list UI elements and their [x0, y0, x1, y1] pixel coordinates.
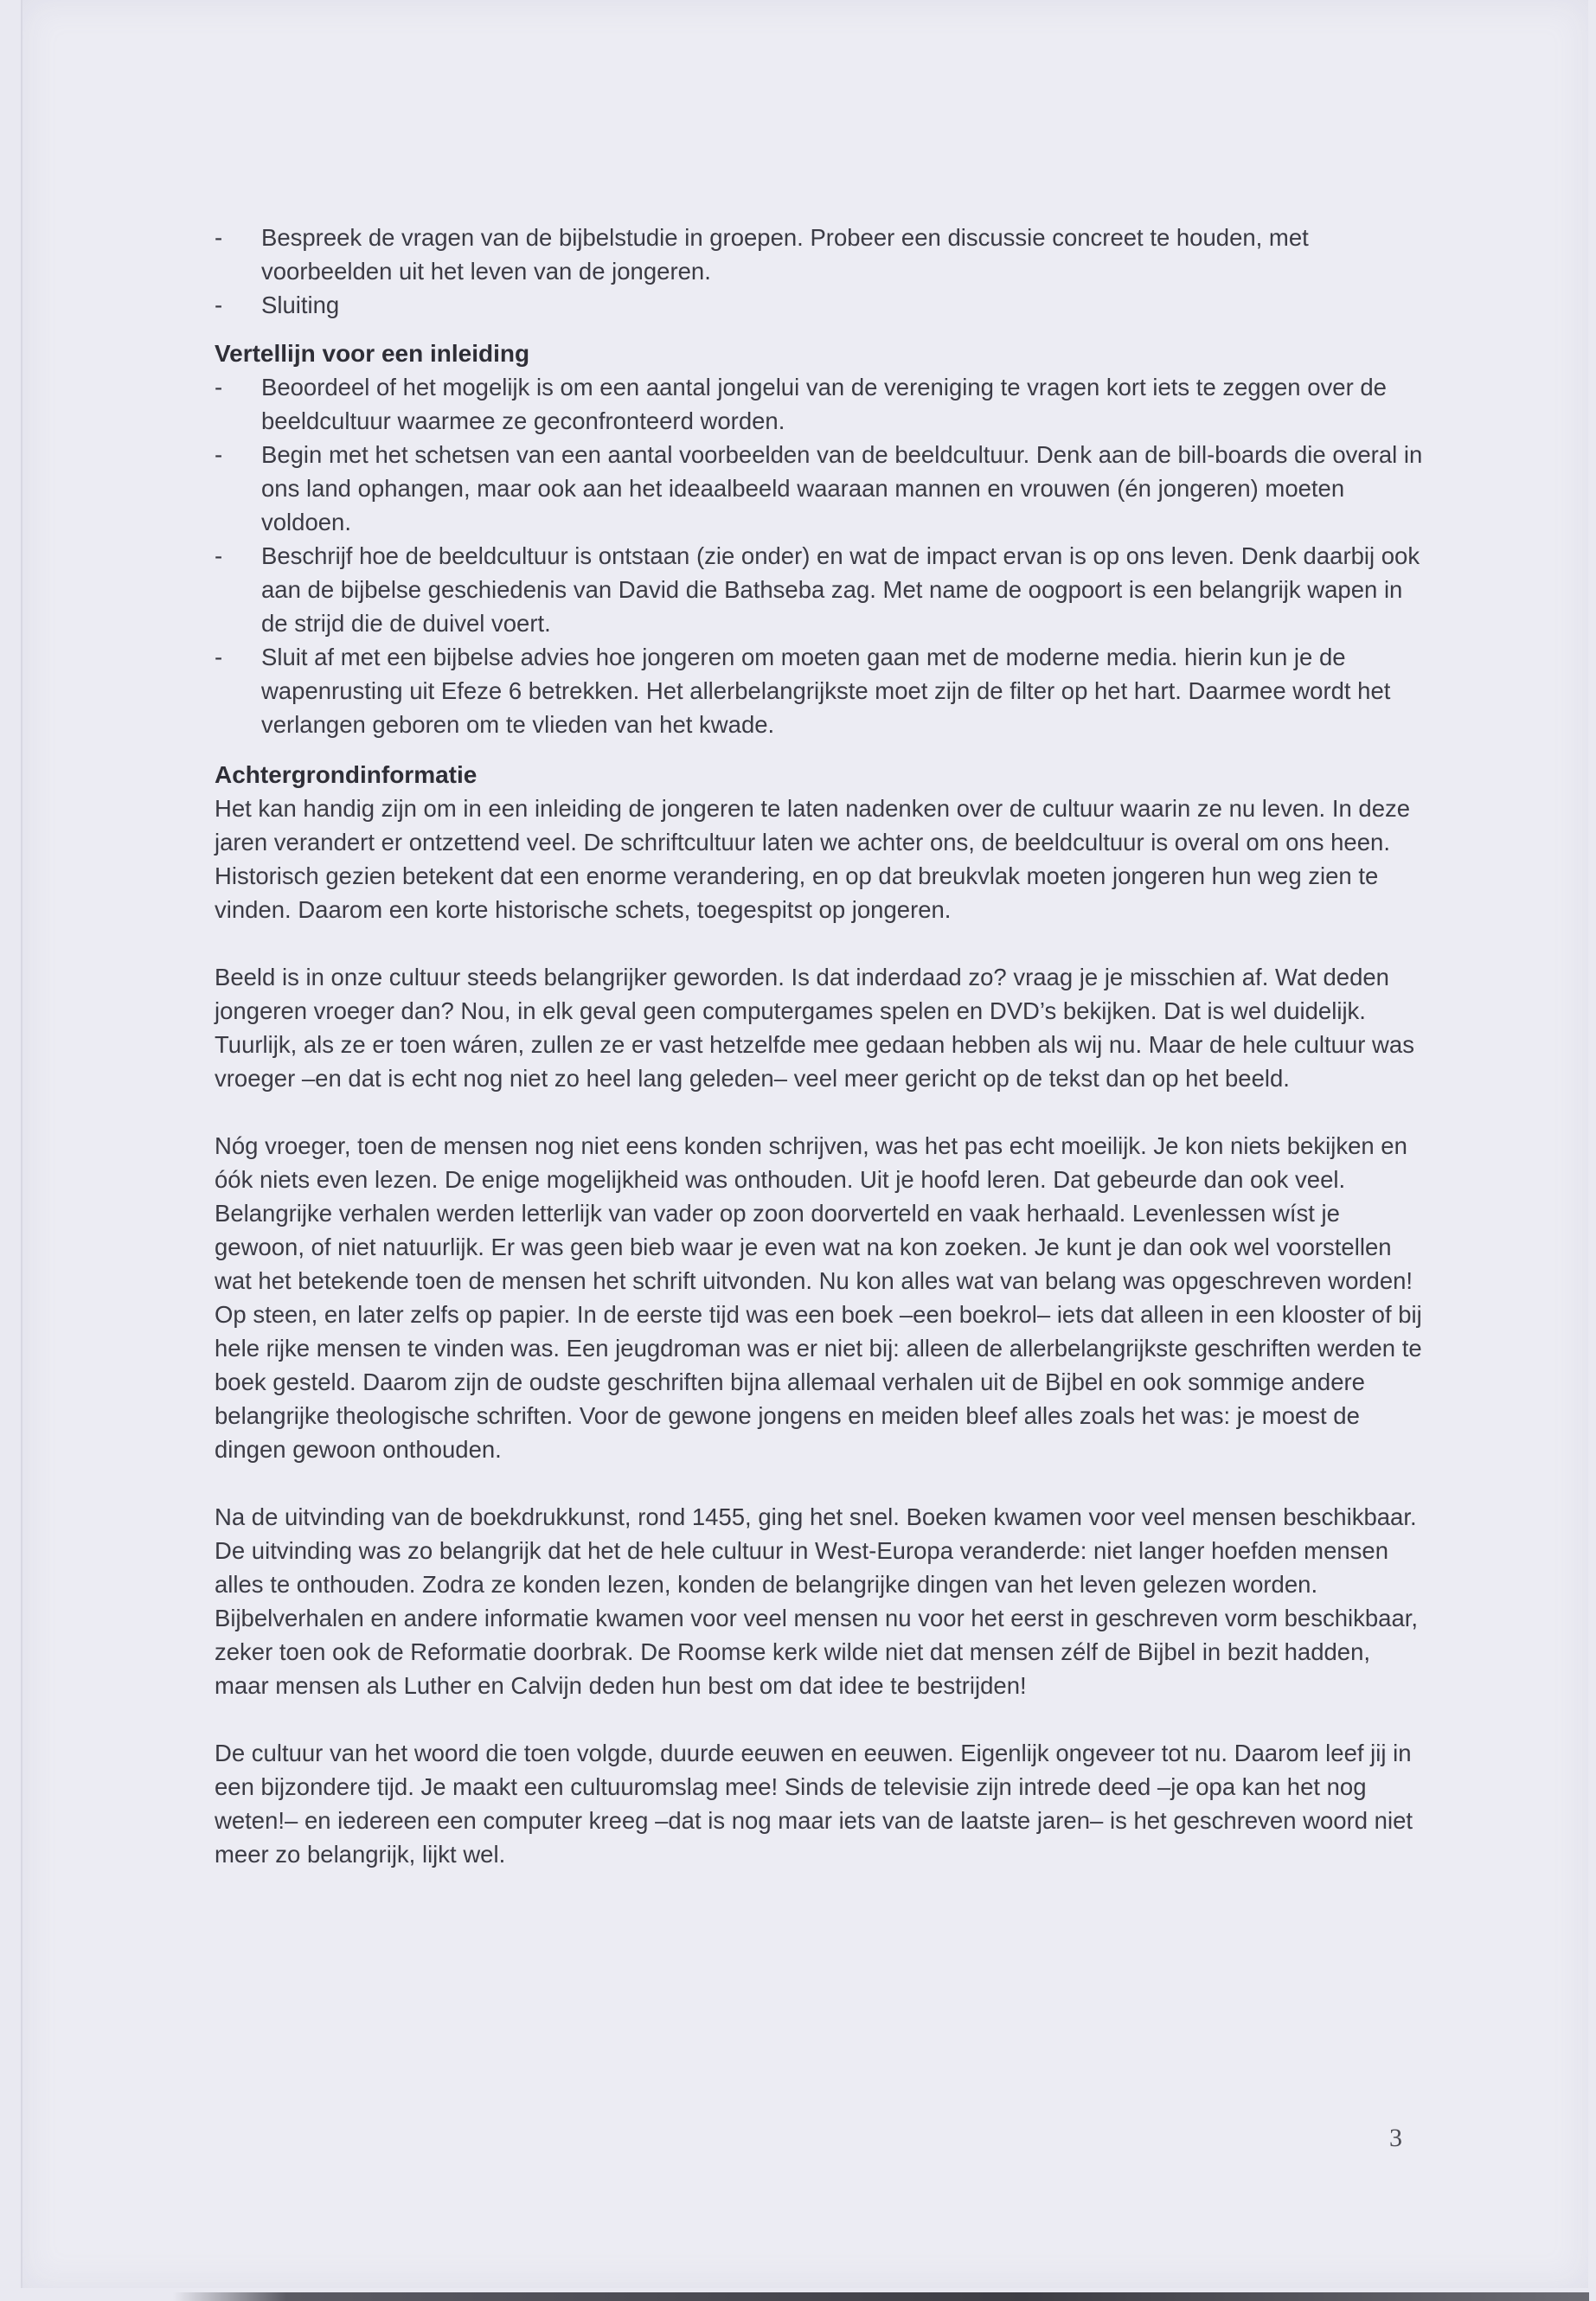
list-item [215, 640, 1426, 741]
bullet-dash: - [215, 224, 223, 251]
section-heading-vertellijn: Vertellijn voor een inleiding [215, 340, 530, 367]
bullet-text: Beoordeel of het mogelijk is om een aantal jongelui van de vereniging te vragen kort iets te zeggen over de beeldcultuur waarmee ze geconfronteerd worden. [261, 374, 1387, 434]
scan-edge [173, 2292, 1589, 2301]
bullet-text: Begin met het schetsen van een aantal voorbeelden van de beeldcultuur. Denk aan de bill-boards die overal in ons land ophangen, maar ook aan het ideaalbeeld waaraan mannen en vrouwen (én jongeren) moeten voldoen. [261, 441, 1423, 535]
paragraph: De cultuur van het woord die toen volgde, duurde eeuwen en eeuwen. Eigenlijk ongeveer tot nu. Daarom leef jij in een bijzondere tijd. Je maakt een cultuuromslag mee! Sinds de televisie zijn intrede deed –je opa kan het nog weten!– en iedereen een computer kreeg –dat is nog maar iets van de laatste jaren– is het geschreven woord niet meer zo belangrijk, lijkt wel. [215, 1740, 1413, 1868]
list-item [215, 438, 1426, 539]
section-heading-achtergrond: Achtergrondinformatie [215, 761, 478, 788]
page-number: 3 [1389, 2124, 1402, 2152]
bullet-dash: - [215, 542, 223, 569]
list-item [215, 370, 1426, 438]
paragraph: Na de uitvinding van de boekdrukkunst, rond 1455, ging het snel. Boeken kwamen voor veel mensen beschikbaar. De uitvinding was zo belangrijk dat het de hele cultuur in West-Europa veranderde: niet langer hoefden mensen alles te onthouden. Zodra ze konden lezen, konden de belangrijke dingen van het leven gelezen worden. Bijbelverhalen en andere informatie kwamen voor veel mensen nu voor het eerst in geschreven vorm beschikbaar, zeker toen ook de Reformatie doorbrak. De Roomse kerk wilde niet dat mensen zélf de Bijbel in bezit hadden, maar mensen als Luther en Calvijn deden hun best om dat idee te bestrijden! [215, 1503, 1419, 1699]
page-content [215, 221, 1426, 1871]
document-page [21, 0, 1588, 2288]
bullet-text: Bespreek de vragen van de bijbelstudie in groepen. Probeer een discussie concreet te houden, met voorbeelden uit het leven van de jongeren. [261, 224, 1309, 285]
bullet-text: Beschrijf hoe de beeldcultuur is ontstaan (zie onder) en wat de impact ervan is op ons leven. Denk daarbij ook aan de bijbelse geschiedenis van David die Bathseba zag. Met name de oogpoort is een belangrijk wapen in de strijd die de duivel voert. [261, 542, 1420, 637]
bullet-dash: - [215, 644, 223, 670]
paragraph: Beeld is in onze cultuur steeds belangrijker geworden. Is dat inderdaad zo? vraag je je misschien af. Wat deden jongeren vroeger dan? Nou, in elk geval geen computergames spelen en DVD’s bekijken. Dat is wel duidelijk. Tuurlijk, als ze er toen wáren, zullen ze er vast hetzelfde mee gedaan hebben als wij nu. Maar de hele cultuur was vroeger –en dat is echt nog niet zo heel lang geleden– veel meer gericht op de tekst dan op het beeld. [215, 964, 1414, 1092]
list-item [215, 288, 1426, 322]
intro-bullet-list [215, 221, 1426, 322]
vertellijn-bullet-list [215, 370, 1426, 741]
bullet-text: Sluiting [261, 292, 340, 318]
paragraph: Het kan handig zijn om in een inleiding de jongeren te laten nadenken over de cultuur waarin ze nu leven. In deze jaren verandert er ontzettend veel. De schriftcultuur laten we achter ons, de beeldcultuur is overal om ons heen. Historisch gezien betekent dat een enorme verandering, en op dat breukvlak moeten jongeren hun weg zien te vinden. Daarom een korte historische schets, toegespitst op jongeren. [215, 795, 1411, 923]
bullet-dash: - [215, 441, 223, 468]
bullet-text: Sluit af met een bijbelse advies hoe jongeren om moeten gaan met de moderne media. hierin kun je de wapenrusting uit Efeze 6 betrekken. Het allerbelangrijkste moet zijn de filter op het hart. Daarmee wordt het verlangen geboren om te vlieden van het kwade. [261, 644, 1391, 738]
bullet-dash: - [215, 292, 223, 318]
bullet-dash: - [215, 374, 223, 401]
list-item [215, 539, 1426, 640]
list-item [215, 221, 1426, 288]
paragraph: Nóg vroeger, toen de mensen nog niet eens konden schrijven, was het pas echt moeilijk. Je kon niets bekijken en óók niets even lezen. De enige mogelijkheid was onthouden. Uit je hoofd leren. Dat gebeurde dan ook veel. Belangrijke verhalen werden letterlijk van vader op zoon doorverteld en vaak herhaald. Levenlessen wíst je gewoon, of niet natuurlijk. Er was geen bieb waar je even wat na kon zoeken. Je kunt je dan ook wel voorstellen wat het betekende toen de mensen het schrift uitvonden. Nu kon alles wat van belang was opgeschreven worden! Op steen, en later zelfs op papier. In de eerste tijd was een boek –een boekrol– iets dat alleen in een klooster of bij hele rijke mensen te vinden was. Een jeugdroman was er niet bij: alleen de allerbelangrijkste geschriften werden te boek gesteld. Daarom zijn de oudste geschriften bijna allemaal verhalen uit de Bijbel en ook sommige andere belangrijke theologische schriften. Voor de gewone jongens en meiden bleef alles zoals het was: je moest de dingen gewoon onthouden. [215, 1132, 1422, 1463]
